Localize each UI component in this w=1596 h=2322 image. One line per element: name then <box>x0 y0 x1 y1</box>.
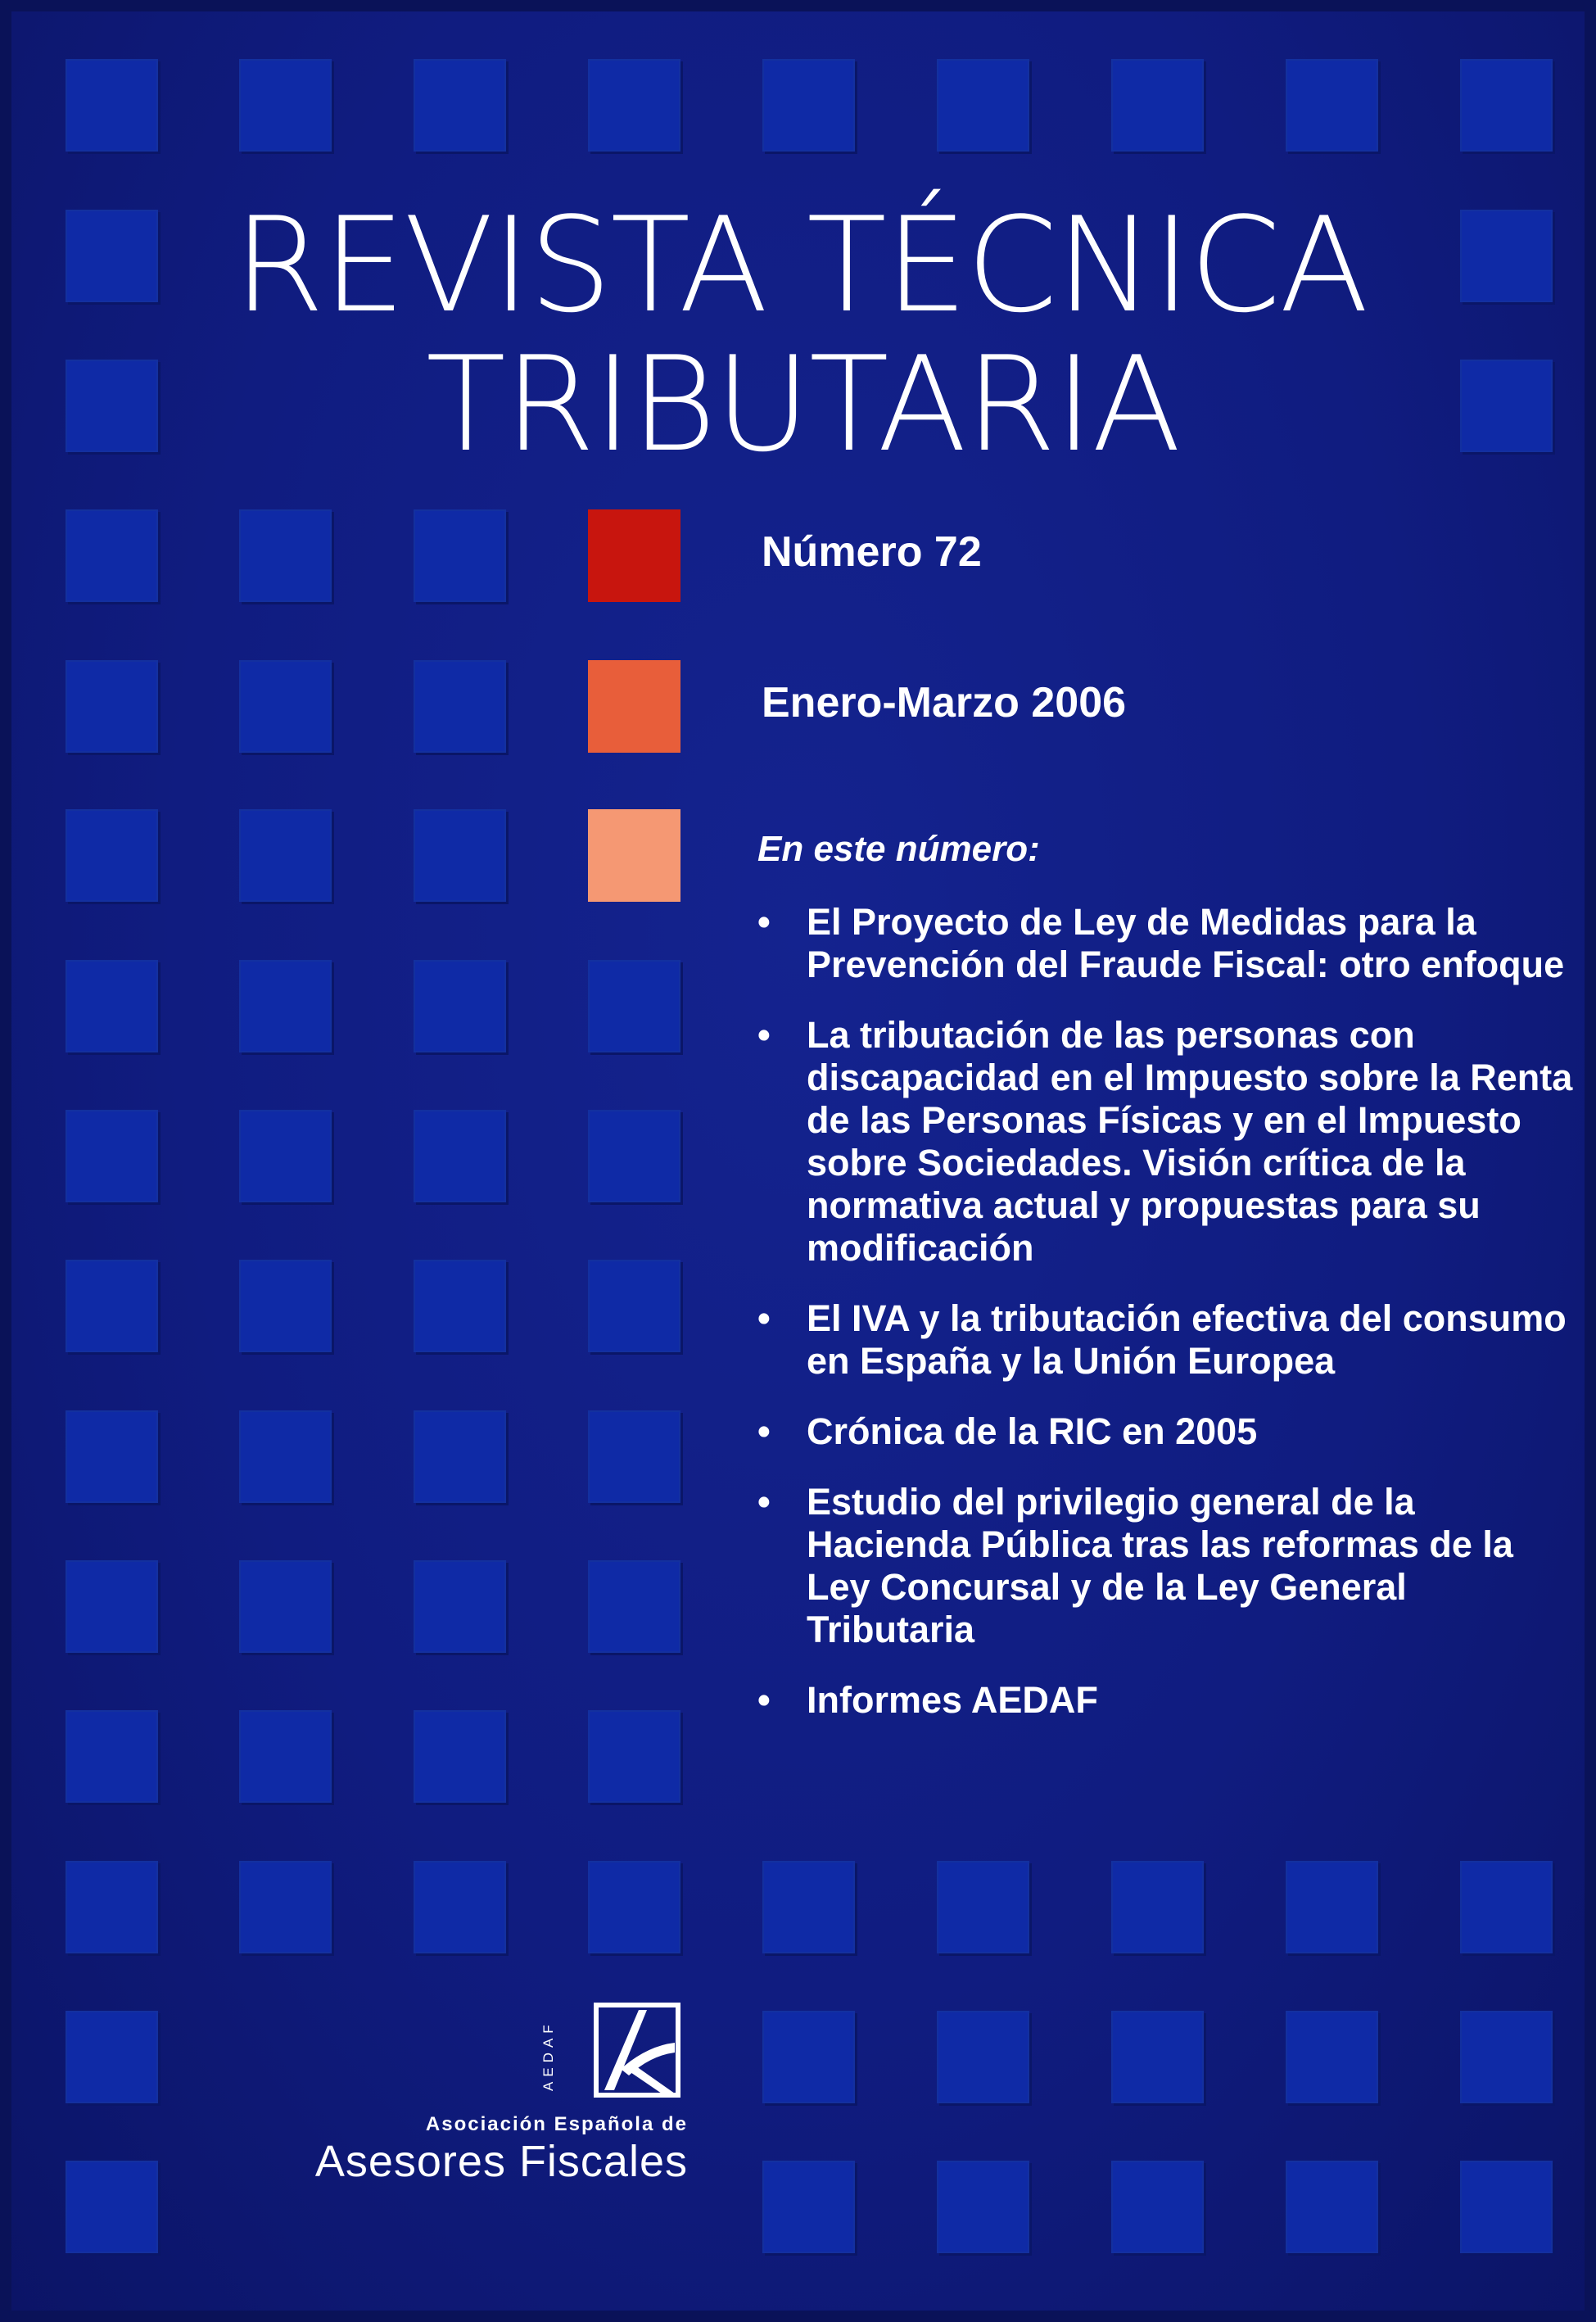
background-tile <box>239 59 332 152</box>
background-tile <box>762 59 855 152</box>
bullet-icon: • <box>757 901 771 943</box>
bullet-icon: • <box>757 1679 771 1721</box>
background-tile <box>937 2011 1029 2103</box>
background-tile <box>1460 1861 1553 1953</box>
publisher-logo <box>246 1998 688 2187</box>
background-tile <box>239 1710 332 1803</box>
issue-date: Enero-Marzo 2006 <box>762 679 1127 726</box>
contents-item <box>757 1679 1576 1722</box>
contents-item <box>757 1297 1576 1383</box>
background-tile <box>66 960 158 1052</box>
background-tile <box>1286 1861 1378 1953</box>
background-tile <box>414 1710 506 1803</box>
background-tile <box>1460 2161 1553 2253</box>
magazine-title-line1: REVISTA TÉCNICA <box>233 188 1368 342</box>
bullet-icon: • <box>757 1410 771 1452</box>
background-tile <box>414 1260 506 1352</box>
background-tile <box>762 1861 855 1953</box>
background-tile <box>588 1710 680 1803</box>
background-tile <box>66 1861 158 1953</box>
background-tile <box>414 660 506 753</box>
contents-item <box>757 1410 1576 1453</box>
background-tile <box>239 809 332 902</box>
background-tile <box>588 1410 680 1503</box>
background-tile <box>1286 2011 1378 2103</box>
background-tile <box>588 1110 680 1202</box>
background-tile <box>66 2011 158 2103</box>
background-tile <box>1111 2011 1204 2103</box>
background-tile <box>762 2011 855 2103</box>
background-tile <box>937 2161 1029 2253</box>
background-tile <box>239 1560 332 1653</box>
contents-item-text: Crónica de la RIC en 2005 <box>807 1410 1258 1452</box>
background-tile <box>66 2161 158 2253</box>
bullet-icon: • <box>757 1481 771 1523</box>
bullet-icon: • <box>757 1297 771 1339</box>
background-tile <box>588 1560 680 1653</box>
contents-heading: En este número: <box>757 829 1040 869</box>
background-tile <box>588 1260 680 1352</box>
background-tile <box>66 660 158 753</box>
contents-item <box>757 1481 1576 1651</box>
background-tile <box>239 660 332 753</box>
background-tile <box>414 1861 506 1953</box>
background-tile <box>66 210 158 302</box>
contents-item <box>757 1014 1576 1270</box>
background-tile <box>414 1560 506 1653</box>
magazine-title-line2: TRIBUTARIA <box>426 328 1180 481</box>
contents-item-text: El IVA y la tributación efectiva del consumo en España y la Unión Europea <box>807 1297 1567 1382</box>
background-tile <box>937 59 1029 152</box>
background-tile <box>588 1861 680 1953</box>
contents-list <box>757 901 1576 1749</box>
contents-item-text: La tributación de las personas con discapacidad en el Impuesto sobre la Renta de las Personas Físicas y en el Impuesto sobre Sociedades. Visión crítica de la normativa actual y propuestas para su modificación <box>807 1014 1573 1269</box>
background-tile <box>66 1260 158 1352</box>
orange-square-decoration <box>588 660 680 753</box>
background-tile <box>1460 2011 1553 2103</box>
background-tile <box>1286 2161 1378 2253</box>
background-tile <box>588 960 680 1052</box>
red-square-decoration <box>588 509 680 602</box>
background-tile <box>414 960 506 1052</box>
background-tile <box>414 809 506 902</box>
background-tile <box>66 1710 158 1803</box>
background-tile <box>414 59 506 152</box>
contents-item <box>757 901 1576 986</box>
background-tile <box>1111 59 1204 152</box>
background-tile <box>239 1260 332 1352</box>
background-tile <box>66 1560 158 1653</box>
aedaf-logo-icon <box>590 1998 684 2101</box>
background-tile <box>1460 59 1553 152</box>
background-tile <box>239 960 332 1052</box>
background-tile <box>1111 1861 1204 1953</box>
background-tile <box>239 1110 332 1202</box>
background-tile <box>1286 59 1378 152</box>
background-tile <box>66 509 158 602</box>
salmon-square-decoration <box>588 809 680 902</box>
bullet-icon: • <box>757 1014 771 1056</box>
background-tile <box>414 1410 506 1503</box>
background-tile <box>762 2161 855 2253</box>
contents-item-text: Informes AEDAF <box>807 1679 1098 1721</box>
background-tile <box>588 59 680 152</box>
background-tile <box>937 1861 1029 1953</box>
background-tile <box>1111 2161 1204 2253</box>
publisher-name-line1: Asociación Española de <box>425 2113 688 2135</box>
background-tile <box>66 1410 158 1503</box>
publisher-acronym: AEDAF <box>540 2020 556 2092</box>
background-tile <box>414 509 506 602</box>
background-tile <box>66 360 158 452</box>
contents-item-text: El Proyecto de Ley de Medidas para la Prevención del Fraude Fiscal: otro enfoque <box>807 901 1565 985</box>
publisher-name-line2: Asesores Fiscales <box>314 2137 688 2186</box>
background-tile <box>239 509 332 602</box>
background-tile <box>66 59 158 152</box>
contents-item-text: Estudio del privilegio general de la Hacienda Pública tras las reformas de la Ley Concursal y de la Ley General Tributaria <box>807 1481 1513 1650</box>
background-tile <box>66 1110 158 1202</box>
issue-number: Número 72 <box>762 528 982 576</box>
background-tile <box>239 1861 332 1953</box>
background-tile <box>66 809 158 902</box>
background-tile <box>414 1110 506 1202</box>
background-tile <box>239 1410 332 1503</box>
